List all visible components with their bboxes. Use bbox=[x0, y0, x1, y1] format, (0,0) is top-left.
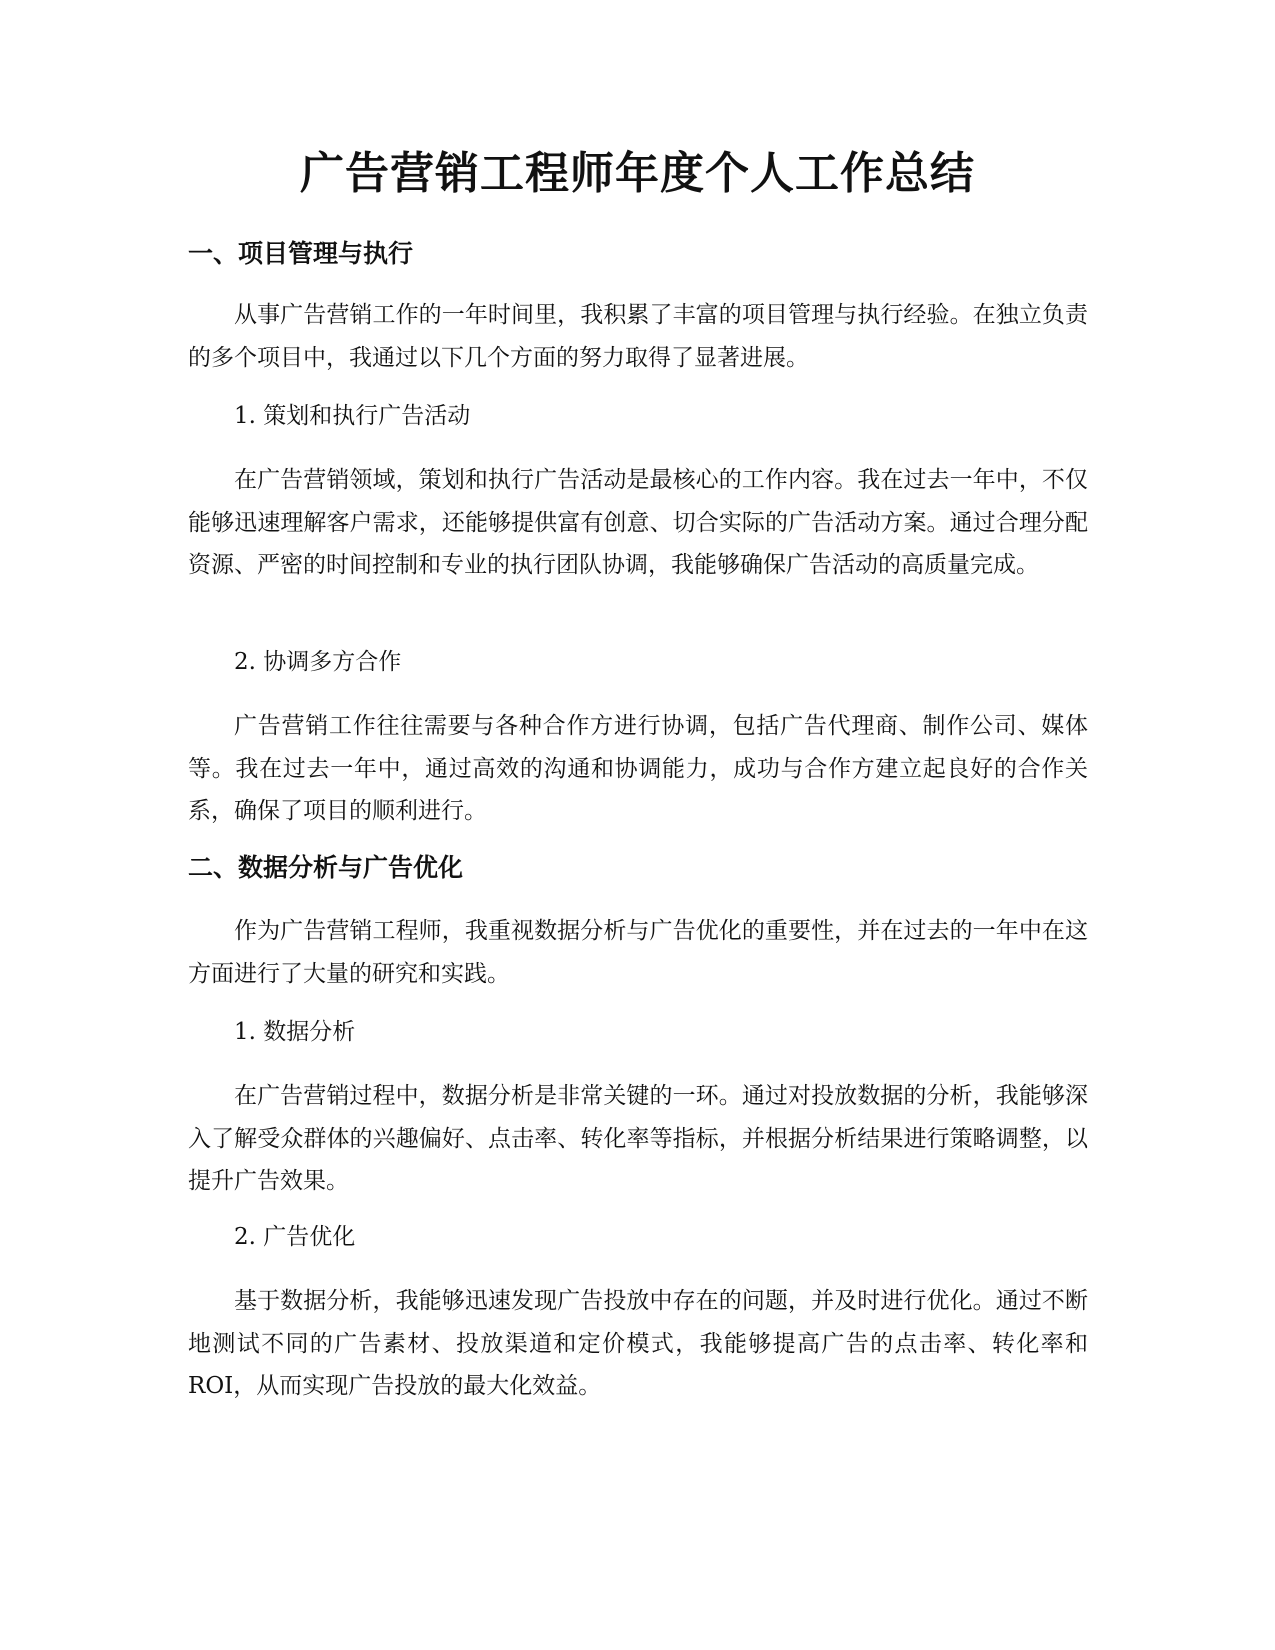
paragraph: 基于数据分析，我能够迅速发现广告投放中存在的问题，并及时进行优化。通过不断地测试不同的广告素材、投放渠道和定价模式，我能够提高广告的点击率、转化率和 ROI，从而实现广告投放的最大化效益。 bbox=[188, 1288, 1088, 1399]
section-heading: 二、数据分析与广告优化 bbox=[188, 853, 464, 882]
subsection-label: 1. 策划和执行广告活动 bbox=[234, 403, 471, 429]
paragraph: 在广告营销过程中，数据分析是非常关键的一环。通过对投放数据的分析，我能够深入了解受众群体的兴趣偏好、点击率、转化率等指标，并根据分析结果进行策略调整，以提升广告效果。 bbox=[188, 1083, 1088, 1194]
subsection-label: 2. 协调多方合作 bbox=[234, 649, 402, 675]
section-intro: 作为广告营销工程师，我重视数据分析与广告优化的重要性，并在过去的一年中在这方面进行了大量的研究和实践。 bbox=[188, 918, 1088, 987]
subsection-label: 1. 数据分析 bbox=[234, 1019, 356, 1045]
subsection-label: 2. 广告优化 bbox=[234, 1224, 356, 1250]
document-title: 广告营销工程师年度个人工作总结 bbox=[300, 148, 975, 199]
paragraph: 广告营销工作往往需要与各种合作方进行协调，包括广告代理商、制作公司、媒体等。我在过去一年中，通过高效的沟通和协调能力，成功与合作方建立起良好的合作关系，确保了项目的顺利进行。 bbox=[188, 713, 1088, 824]
section-heading: 一、项目管理与执行 bbox=[188, 239, 414, 268]
paragraph: 在广告营销领域，策划和执行广告活动是最核心的工作内容。我在过去一年中，不仅能够迅速理解客户需求，还能够提供富有创意、切合实际的广告活动方案。通过合理分配资源、严密的时间控制和专业的执行团队协调，我能够确保广告活动的高质量完成。 bbox=[188, 467, 1088, 578]
section-intro: 从事广告营销工作的一年时间里，我积累了丰富的项目管理与执行经验。在独立负责的多个项目中，我通过以下几个方面的努力取得了显著进展。 bbox=[188, 302, 1088, 371]
